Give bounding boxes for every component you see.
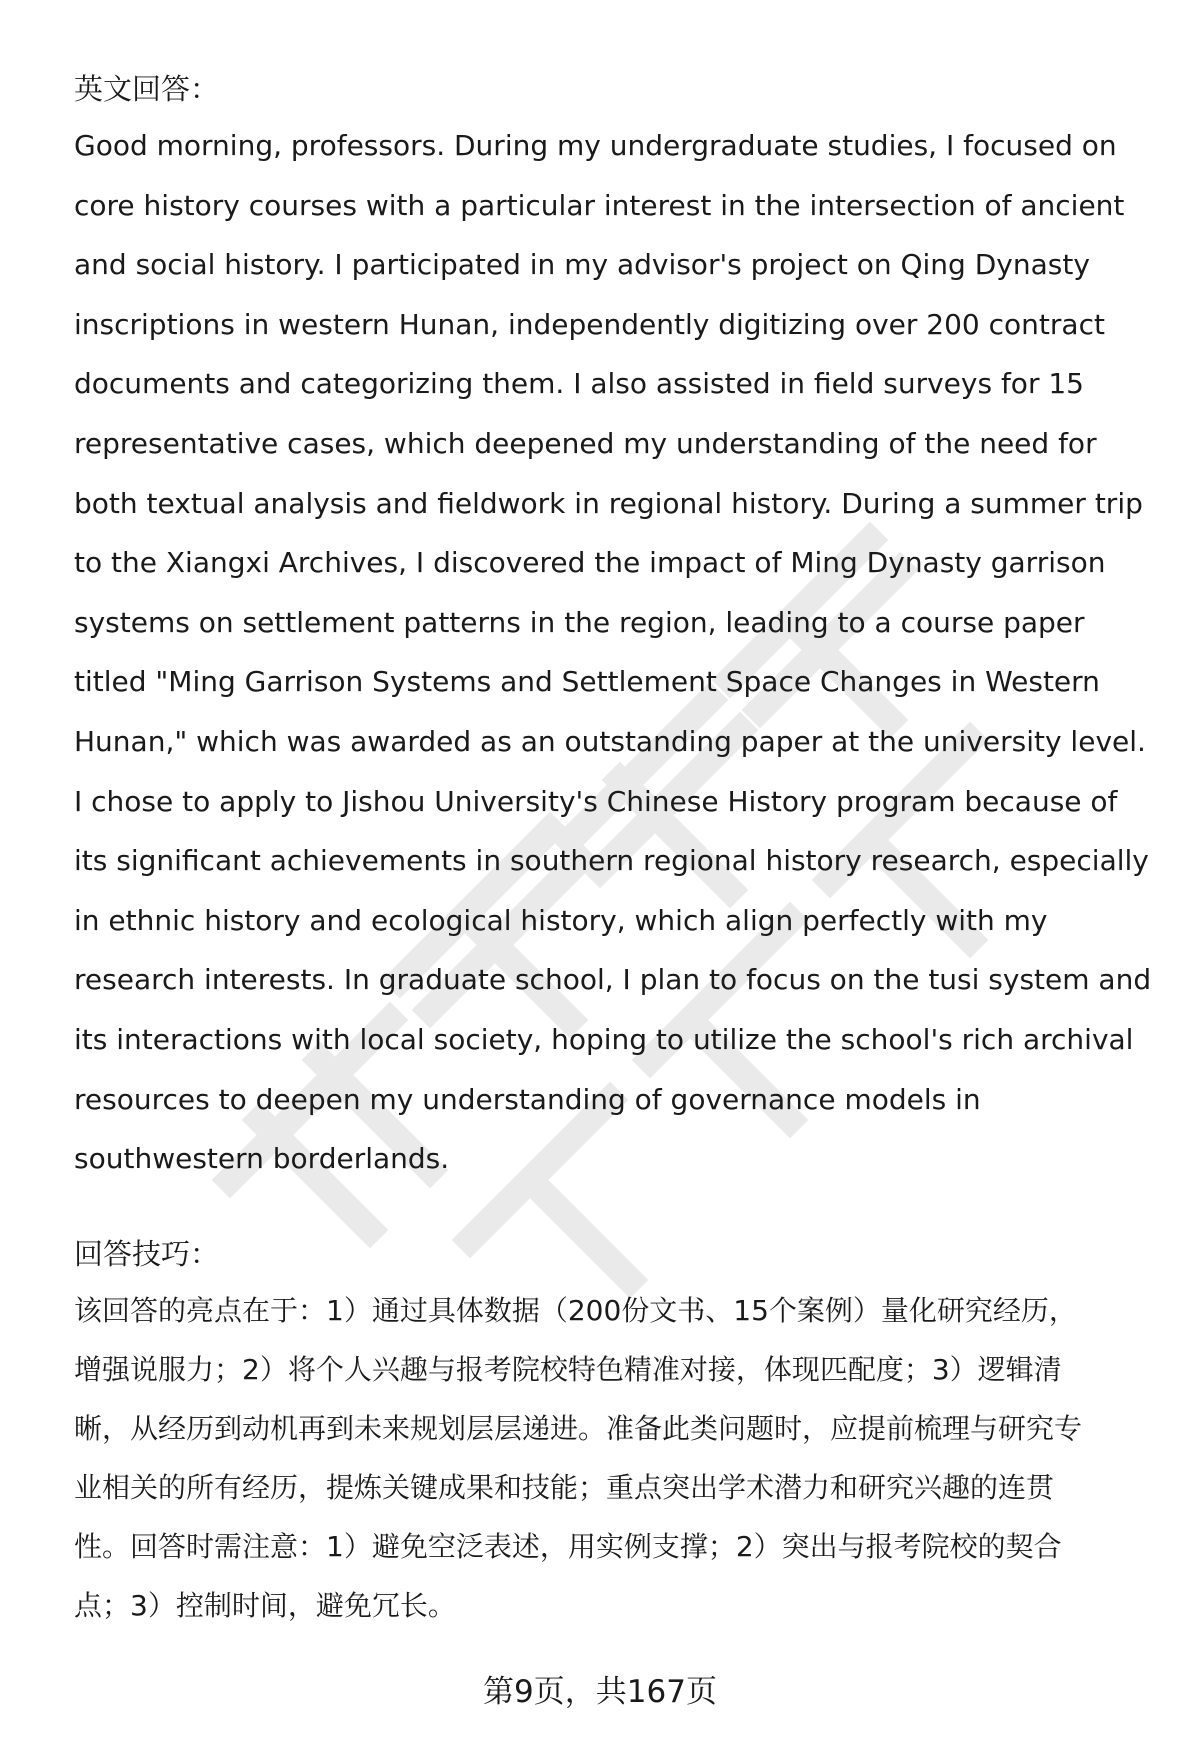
english-line: both textual analysis and fieldwork in regional history. During a summer trip [74,486,1143,520]
tips-line: 性。回答时需注意：1）避免空泛表述，用实例支撑；2）突出与报考院校的契合 [74,1529,1062,1563]
english-answer-heading: 英文回答： [74,72,220,106]
english-line: Hunan," which was awarded as an outstanding paper at the university level. [74,724,1146,758]
page-number-footer: 第9页，共167页 [483,1674,717,1710]
english-line: documents and categorizing them. I also assisted in field surveys for 15 [74,367,1084,401]
english-line: its significant achievements in southern regional history research, especially [74,844,1149,878]
tips-line: 晰，从经历到动机再到未来规划层层递进。准备此类问题时，应提前梳理与研究专 [74,1411,1083,1445]
tips-line: 增强说服力；2）将个人兴趣与报考院校特色精准对接，体现匹配度；3）逻辑清 [74,1352,1062,1386]
english-line: titled "Ming Garrison Systems and Settlement Space Changes in Western [74,665,1100,699]
tips-paragraph [74,1281,1164,1635]
tips-heading: 回答技巧： [74,1236,220,1271]
english-answer-paragraph [74,116,1164,1189]
main-content [74,62,1164,1635]
english-line: Good morning, professors. During my undergraduate studies, I focused on [74,129,1117,162]
english-line: in ethnic history and ecological history, which align perfectly with my [74,903,1048,937]
english-line: resources to deepen my understanding of governance models in [74,1082,981,1116]
tips-line: 业相关的所有经历，提炼关键成果和技能；重点突出学术潜力和研究兴趣的连贯 [74,1470,1055,1504]
english-line: and social history. I participated in my advisor's project on Qing Dynasty [74,248,1090,282]
english-line: inscriptions in western Hunan, independently digitizing over 200 contract [74,307,1105,341]
english-line: research interests. In graduate school, I plan to focus on the tusi system and [74,963,1152,997]
english-line: I chose to apply to Jishou University's Chinese History program because of [74,784,1118,818]
tips-line: 该回答的亮点在于：1）通过具体数据（200份文书、15个案例）量化研究经历， [74,1293,1077,1327]
english-line: to the Xiangxi Archives, I discovered the impact of Ming Dynasty garrison [74,546,1106,580]
english-line: core history courses with a particular interest in the intersection of ancient [74,188,1125,222]
section-spacer [74,1189,1164,1227]
english-line: representative cases, which deepened my understanding of the need for [74,426,1097,460]
english-line: southwestern borderlands. [74,1142,450,1176]
english-line: systems on settlement patterns in the region, leading to a course paper [74,605,1085,639]
tips-line: 点；3）控制时间，避免冗长。 [74,1588,456,1622]
english-line: its interactions with local society, hoping to utilize the school's rich archival [74,1022,1134,1056]
